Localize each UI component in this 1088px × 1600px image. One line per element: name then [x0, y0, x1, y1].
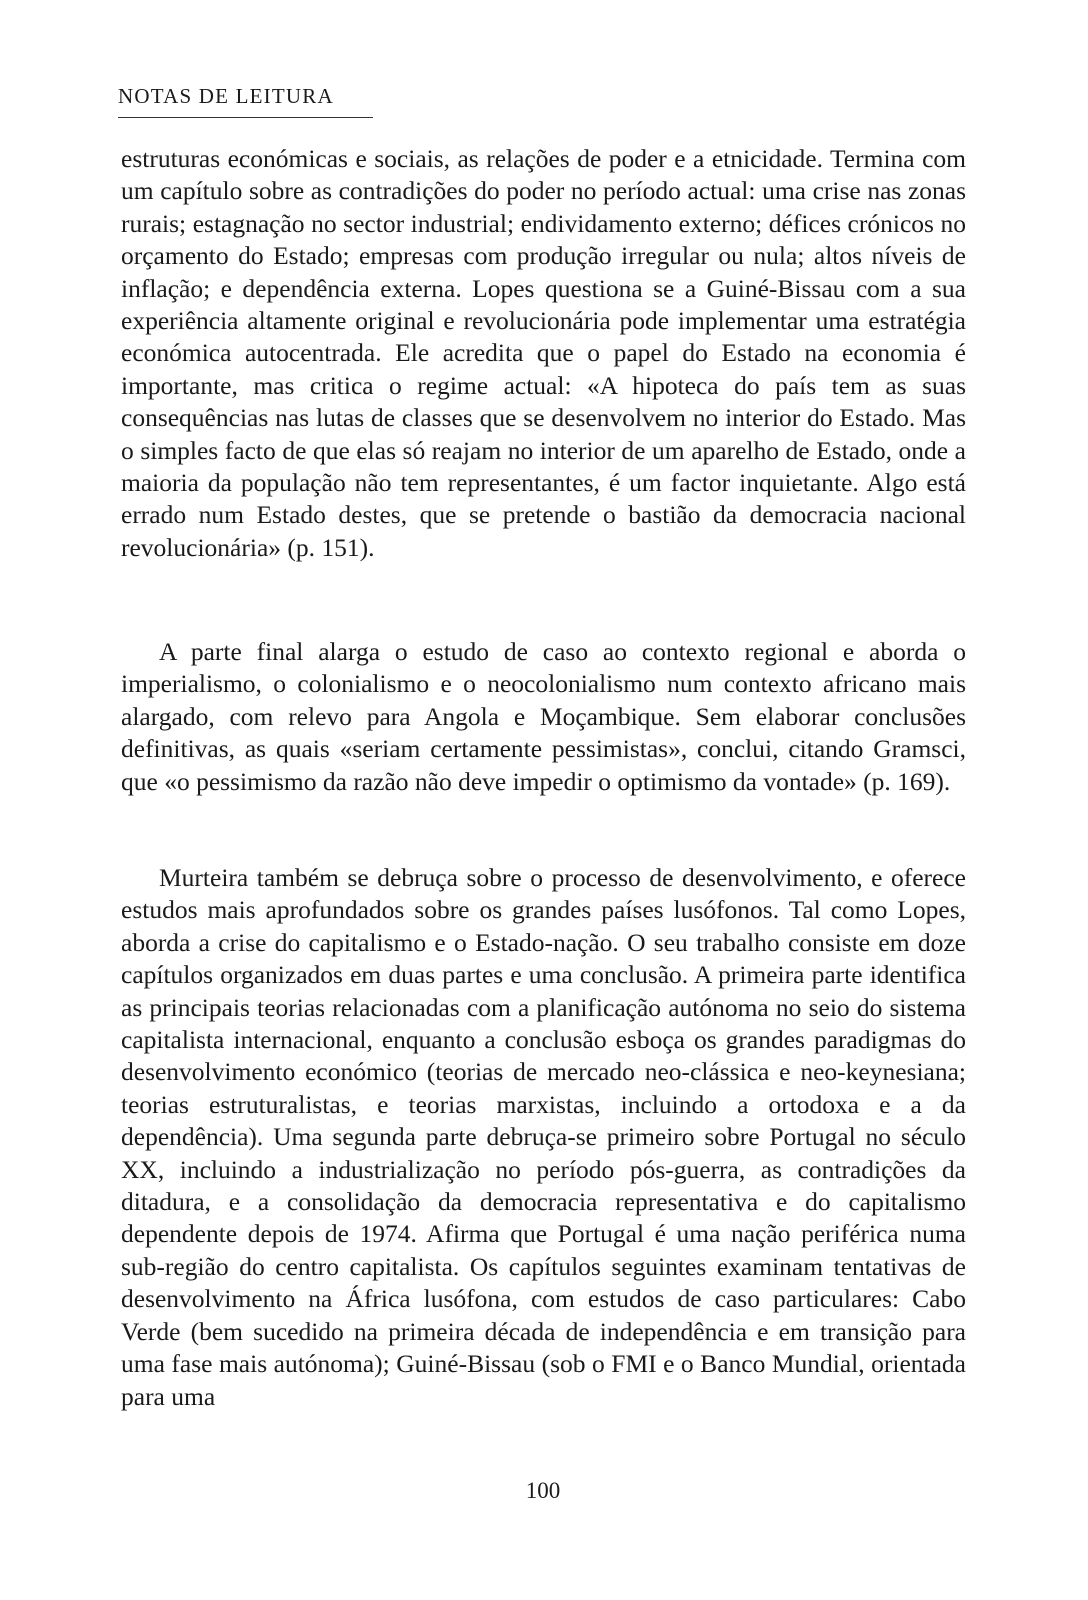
running-title: NOTAS DE LEITURA	[118, 84, 334, 108]
paragraph-1: estruturas económicas e sociais, as relações de poder e a etnicidade. Termina com um capítulo sobre as contradições do poder no período actual: uma crise nas zonas rurais; estagnação no sector industrial; endividamento externo; défices crónicos no orçamento do Estado; empresas com produção irregular ou nula; altos níveis de inflação; e dependência externa. Lopes questiona se a Guiné-Bissau com a sua experiência altamente original e revolucionária pode implementar uma estratégia económica autocentrada. Ele acredita que o papel do Estado na economia é importante, mas critica o regime actual: «A hipoteca do país tem as suas consequências nas lutas de classes que se desenvolvem no interior do Estado. Mas o simples facto de que elas só reajam no interior de um aparelho de Estado, onde a maioria da população não tem representantes, é um factor inquietante. Algo está errado num Estado destes, que se pretende o bastião da democracia nacional revolucionária» (p. 151).	[121, 144, 966, 562]
paragraph-3: Murteira também se debruça sobre o processo de desenvolvimento, e oferece estudos mais aprofundados sobre os grandes países lusófonos. Tal como Lopes, aborda a crise do capitalismo e o Estado-nação. O seu trabalho consiste em doze capítulos organizados em duas partes e uma conclusão. A primeira parte identifica as principais teorias relacionadas com a planificação autónoma no seio do sistema capitalista internacional, enquanto a conclusão esboça os grandes paradigmas do desenvolvimento económico (teorias de mercado neo-clássica e neo-keynesiana; teorias estruturalistas, e teorias marxistas, incluindo a ortodoxa e a da dependência). Uma segunda parte debruça-se primeiro sobre Portugal no século XX, incluindo a industrialização no período pós-guerra, as contradições da ditadura, e a consolidação da democracia representativa e do capitalismo dependente depois de 1974. Afirma que Portugal é uma nação periférica numa sub-região do centro capitalista. Os capítulos seguintes examinam tentativas de desenvolvimento na África lusófona, com estudos de caso particulares: Cabo Verde (bem sucedido na primeira década de independência e em transição para uma fase mais autónoma); Guiné-Bissau (sob o FMI e o Banco Mundial, orientada para uma	[121, 863, 966, 1411]
header-rule	[118, 117, 373, 118]
page-number: 100	[525, 1478, 561, 1503]
paragraph-2: A parte final alarga o estudo de caso ao contexto regional e aborda o imperialismo, o colonialismo e o neocolonialismo num contexto africano mais alargado, com relevo para Angola e Moçambique. Sem elaborar conclusões definitivas, as quais «seriam certamente pessimistas», conclui, citando Gramsci, que «o pessimismo da razão não deve impedir o optimismo da vontade» (p. 169).	[121, 637, 966, 796]
